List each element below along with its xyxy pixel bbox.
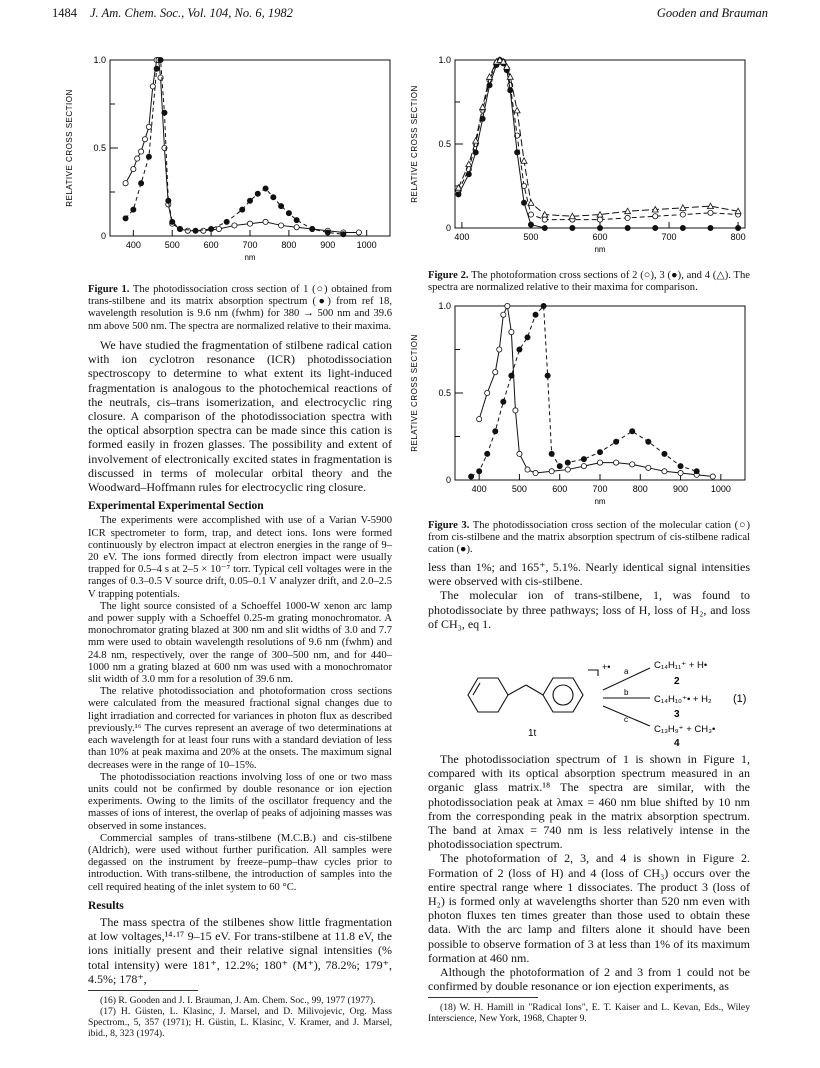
page-number: 1484 <box>52 6 77 20</box>
point-1 <box>694 469 699 474</box>
point-1 <box>545 373 550 378</box>
point-2 <box>521 158 527 164</box>
eq-num-2: 2 <box>674 676 680 687</box>
x-tick-label: 800 <box>730 232 746 242</box>
point-0 <box>477 417 482 422</box>
point-0 <box>597 217 602 222</box>
footnote-rule-right <box>428 997 538 998</box>
right-column-bottom <box>428 752 750 1024</box>
eq-num-3: 3 <box>674 709 680 720</box>
point-1 <box>193 228 198 233</box>
plot-frame <box>455 60 745 228</box>
point-1 <box>517 347 522 352</box>
point-0 <box>614 460 619 465</box>
point-0 <box>279 223 284 228</box>
point-0 <box>680 212 685 217</box>
point-1 <box>158 57 163 62</box>
series-line-1 <box>126 60 344 234</box>
point-1 <box>177 226 182 231</box>
y-tick-label: 1.0 <box>438 55 451 65</box>
point-0 <box>356 230 361 235</box>
point-0 <box>497 347 502 352</box>
y-axis-label: RELATIVE CROSS SECTION <box>410 334 419 452</box>
point-1 <box>209 226 214 231</box>
figure-2-chart <box>405 52 760 268</box>
footnote-16: (16) R. Gooden and J. I. Brauman, J. Am. Chem. Soc., 99, 1977 (1977). <box>100 994 376 1006</box>
point-1 <box>247 198 252 203</box>
point-1 <box>541 303 546 308</box>
point-1 <box>501 399 506 404</box>
results-paragraph-1: The mass spectra of the stilbenes show little fragmentation at low voltages,¹⁴·¹⁷ 9–15 eV. For trans-stilbene at 11.8 eV, the ions initially present and their relative signal intensities (% total intensity) were 181⁺, 12.2%; 180⁺ (M⁺), 78.2%; 179⁺, 4.5%; 178⁺, <box>88 914 392 986</box>
point-0 <box>710 474 715 479</box>
experimental-heading: Experimental Experimental Section <box>88 500 264 513</box>
x-tick-label: 500 <box>523 232 539 242</box>
x-tick-label: 700 <box>661 232 677 242</box>
point-0 <box>528 212 533 217</box>
x-tick-label: 500 <box>511 484 527 494</box>
footnote-17: (17) H. Güsten, L. Klasinc, J. Marsel, and D. Milivojevic, Org. Mass Spectrom., 5, 357 (1971); H. Güstin, L. Klasinc, V. Kramer, and J. Marsel, ibid., 8, 323 (1974). <box>88 1005 392 1039</box>
x-tick-label: 1000 <box>710 484 731 494</box>
x-tick-label: 800 <box>281 240 297 250</box>
point-1 <box>653 225 658 230</box>
point-1 <box>630 429 635 434</box>
point-0 <box>135 156 140 161</box>
point-0 <box>525 467 530 472</box>
point-1 <box>279 203 284 208</box>
point-0 <box>597 460 602 465</box>
point-1 <box>542 225 547 230</box>
point-1 <box>469 474 474 479</box>
x-tick-label: 400 <box>454 232 470 242</box>
point-0 <box>513 408 518 413</box>
point-1 <box>549 451 554 456</box>
y-axis-label: RELATIVE CROSS SECTION <box>65 89 74 207</box>
point-2 <box>514 107 520 113</box>
point-1 <box>528 222 533 227</box>
figure-3-chart <box>405 296 760 518</box>
exp-paragraph-1: The experiments were accomplished with use of a Varian V-5900 ICR spectrometer to form, trap, and detect ions. Ions were formed continuously by electron impact at electron energies in the range of 9–20 eV. The ions formed directly from electron impact were usually trapped for 0.5–4 s at 2–5 × 10⁻⁷ torr. Typical cell voltages were in the ranges of 0.3–0.5 V source drift, 0.05–0.1 V analyzer drift, and 2.0–2.5 V trapping potentials. <box>88 515 392 600</box>
point-1 <box>240 207 245 212</box>
point-1 <box>485 451 490 456</box>
y-tick-label: 0 <box>445 475 451 485</box>
point-1 <box>477 469 482 474</box>
right-paragraph-1: less than 1%; and 165⁺, 5.1%. Nearly identical signal intensities were observed with cis-stilbene. <box>428 560 750 589</box>
x-tick-label: 1000 <box>356 240 377 250</box>
point-0 <box>708 210 713 215</box>
x-tick-label: 500 <box>164 240 180 250</box>
figure-1-chart <box>60 52 400 284</box>
point-1 <box>310 226 315 231</box>
y-tick-label: 0 <box>445 223 451 233</box>
running-authors: Gooden and Brauman <box>656 6 768 20</box>
y-tick-label: 0.5 <box>438 139 451 149</box>
point-1 <box>224 219 229 224</box>
x-axis-label: nm <box>594 497 606 506</box>
point-1 <box>533 312 538 317</box>
point-1 <box>473 150 478 155</box>
point-1 <box>466 172 471 177</box>
point-1 <box>521 200 526 205</box>
point-0 <box>263 219 268 224</box>
point-1 <box>525 335 530 340</box>
point-0 <box>565 467 570 472</box>
point-0 <box>630 462 635 467</box>
point-1 <box>581 457 586 462</box>
figure-2-caption: Figure 2. The photoformation cross sections of 2 (○), 3 (●), and 4 (△). The spectra are normalized relative to their maxima for comparison. <box>428 270 750 294</box>
x-tick-label: 700 <box>242 240 258 250</box>
point-1 <box>565 460 570 465</box>
point-1 <box>597 225 602 230</box>
y-tick-label: 0 <box>100 231 106 241</box>
point-1 <box>493 429 498 434</box>
point-1 <box>708 225 713 230</box>
y-tick-label: 1.0 <box>93 55 106 65</box>
point-0 <box>549 469 554 474</box>
point-0 <box>216 226 221 231</box>
point-0 <box>131 167 136 172</box>
right-paragraph-5: Although the photoformation of 2 and 3 from 1 could not be confirmed by double resonance or ion ejection experiments, as <box>428 965 750 994</box>
point-0 <box>232 223 237 228</box>
point-0 <box>247 221 252 226</box>
point-2 <box>466 161 472 167</box>
point-0 <box>123 181 128 186</box>
point-0 <box>646 465 651 470</box>
eq-arrow-c: c <box>624 715 628 724</box>
x-tick-label: 600 <box>203 240 219 250</box>
eq-arrow-a: a <box>624 667 629 676</box>
point-1 <box>341 232 346 237</box>
point-1 <box>146 154 151 159</box>
footnote-18: (18) W. H. Hamill in "Radical Ions", E. T. Kaiser and L. Kevan, Eds., Wiley Interscience, New York, 1968, Chapter 9. <box>428 1002 750 1025</box>
point-1 <box>678 463 683 468</box>
point-1 <box>139 181 144 186</box>
point-0 <box>678 470 683 475</box>
point-1 <box>263 186 268 191</box>
x-tick-label: 400 <box>125 240 141 250</box>
point-1 <box>508 88 513 93</box>
point-0 <box>542 217 547 222</box>
right-paragraph-3: The photodissociation spectrum of 1 is shown in Figure 1, compared with its optical absorption spectrum measured in an organic glass matrix.¹⁸ The spectra are similar, with the photodissociation peak at λmax = 460 nm blue shifted by 10 nm from the corresponding peak in the matrix absorption spectrum. The band at λmax = 740 nm is less relatively intense in the photodissociation spectrum. <box>428 752 750 852</box>
point-1 <box>680 225 685 230</box>
eq-product-3: C₁₄H₁₀⁺• + H₂ <box>654 694 712 705</box>
point-2 <box>625 208 631 214</box>
footnote-rule <box>88 990 198 991</box>
point-1 <box>286 211 291 216</box>
x-tick-label: 700 <box>592 484 608 494</box>
eq-arrow-b: b <box>624 688 629 697</box>
point-0 <box>142 137 147 142</box>
point-1 <box>646 439 651 444</box>
x-tick-label: 900 <box>320 240 336 250</box>
series-line-2 <box>458 60 738 216</box>
point-1 <box>625 225 630 230</box>
y-tick-label: 0.5 <box>93 143 106 153</box>
point-1 <box>735 225 740 230</box>
point-0 <box>533 470 538 475</box>
series-line-0 <box>458 60 738 220</box>
point-1 <box>131 207 136 212</box>
exp-paragraph-4: The photodissociation reactions involving loss of one or two mass units could not be confirmed by double resonance or ion ejection experiments. Owing to the limits of the oscillator frequency and the masses of ions of interest, the overlap of peaks of adjoining masses was observed in some instances. <box>88 771 392 832</box>
point-1 <box>162 110 167 115</box>
right-column-top <box>428 560 750 631</box>
point-1 <box>271 195 276 200</box>
intro-paragraph: We have studied the fragmentation of stilbene radical cation with ion cyclotron resonance (ICR) photodissociation spectroscopy to determine to what extent its light-induced fragmentation is analogous to the photochemical reactions of the neutrals, cis–trans isomerization, and electrocyclic ring closure. A comparison of the photodissociation spectra with the optical absorption spectra can be made since this cation is formed easily in frozen glasses. The possibility and extent of involvement of electronically excited states in fragmentation is discussed in terms of molecular orbital theory and the Woodward–Hoffmann rules for electrocyclic ring closure. <box>88 338 392 495</box>
point-1 <box>123 216 128 221</box>
point-1 <box>515 150 520 155</box>
point-1 <box>170 219 175 224</box>
x-tick-label: 900 <box>673 484 689 494</box>
x-tick-label: 400 <box>471 484 487 494</box>
point-1 <box>154 66 159 71</box>
exp-paragraph-5: Commercial samples of trans-stilbene (M.C.B.) and cis-stilbene (Aldrich), were used without further purification. All samples were degassed on the instrument by freeze–pump–thaw cycles prior to introduction. With trans-stilbene, the introduction of samples into the cell required heating of the inlet system to 60 °C. <box>88 832 392 893</box>
exp-paragraph-3: The relative photodissociation and photoformation cross sections were calculated from the measured fractional signal changes due to light irradiation and corrected for variances in photon flux as described previously.¹⁶ The curves represent an average of two determinations at each wavelength for at least four runs with a standard deviation of less than 10% at peak maxima and 20% at the onsets. The maximum signal decreases were in the range of 10–15%. <box>88 686 392 771</box>
y-tick-label: 0.5 <box>438 388 451 398</box>
point-0 <box>509 330 514 335</box>
x-tick-label: 600 <box>552 484 568 494</box>
journal-citation: J. Am. Chem. Soc., Vol. 104, No. 6, 1982 <box>90 6 293 20</box>
point-0 <box>185 228 190 233</box>
figure-3-caption: Figure 3. The photodissociation cross section of the molecular cation (○) from cis-stilbene and the matrix absorption spectrum of cis-stilbene radical cation (●). <box>428 520 750 556</box>
eq-reactant-label: 1t <box>528 728 537 739</box>
eq-product-2: C₁₄H₁₁⁺ + H• <box>654 660 708 671</box>
point-1 <box>255 191 260 196</box>
point-1 <box>597 450 602 455</box>
point-0 <box>625 215 630 220</box>
x-tick-label: 600 <box>592 232 608 242</box>
point-1 <box>557 463 562 468</box>
point-0 <box>501 312 506 317</box>
point-0 <box>493 370 498 375</box>
point-0 <box>485 390 490 395</box>
y-tick-label: 1.0 <box>438 301 451 311</box>
exp-paragraph-2: The light source consisted of a Schoeffel 1000-W xenon arc lamp and power supply with a Schoeffel 0.25-m grating monochromator. A monochromator grating blazed at 300 nm and slit widths of 3.0 and 7.7 mm were used to obtain wavelength resolutions of 9.6 nm (fwhm) and 24.8 nm, respectively, over the range of 300–500 nm, and for 440–1000 nm a grating blazed at 600 nm was used with a monochromator slit width of 3.0 mm for a resolution of 39.6 nm. <box>88 600 392 686</box>
right-paragraph-4: The photoformation of 2, 3, and 4 is shown in Figure 2. Formation of 2 (loss of H) and 4 (loss of CH₃) occurs over the entire spectral range where 1 dissociates. The product 3 (loss of H₂) is formed only at wavelengths shorter than 520 nm even with photon fluxes ten times greater than those used to obtain these data. With the arc lamp and filters alone it should have been possible to observe formation of 3 at less than 1% of its maximum formation at 460 nm. <box>428 851 750 965</box>
y-axis-label: RELATIVE CROSS SECTION <box>410 85 419 203</box>
point-1 <box>662 451 667 456</box>
eq-number: (1) <box>733 693 747 705</box>
point-0 <box>294 225 299 230</box>
left-column <box>88 338 392 1039</box>
point-0 <box>581 463 586 468</box>
eq-charge: +• <box>602 662 611 672</box>
eq-num-4: 4 <box>674 738 680 749</box>
point-1 <box>614 439 619 444</box>
point-0 <box>201 228 206 233</box>
figure-1-caption: Figure 1. The photodissociation cross section of 1 (○) obtained from trans-stilbene and its matrix absorption spectrum (●) from ref 18, wavelength resolution is 9.6 nm (fwhm) for 380 → 500 nm and 39.6 nm above 500 nm. The spectra are normalized relative to their maxima. <box>88 284 392 332</box>
eq-product-4: C₁₃H₉⁺ + CH₃• <box>654 724 716 735</box>
right-paragraph-2: The molecular ion of trans-stilbene, 1, was found to photodissociate by three pathways; loss of H, loss of H₂, and loss of CH₃, eq 1. <box>428 588 750 631</box>
point-1 <box>456 192 461 197</box>
x-axis-label: nm <box>594 245 606 254</box>
point-1 <box>325 230 330 235</box>
x-axis-label: nm <box>244 253 256 262</box>
x-tick-label: 800 <box>632 484 648 494</box>
point-0 <box>146 124 151 129</box>
equation-1 <box>428 640 750 750</box>
point-1 <box>509 373 514 378</box>
series-line-1 <box>458 60 738 228</box>
point-0 <box>517 451 522 456</box>
point-0 <box>139 149 144 154</box>
series-line-1 <box>471 306 697 477</box>
point-1 <box>166 198 171 203</box>
point-0 <box>653 214 658 219</box>
point-1 <box>570 225 575 230</box>
point-0 <box>505 303 510 308</box>
point-2 <box>528 200 534 206</box>
point-0 <box>662 469 667 474</box>
point-1 <box>294 218 299 223</box>
results-heading: Results <box>88 899 124 912</box>
